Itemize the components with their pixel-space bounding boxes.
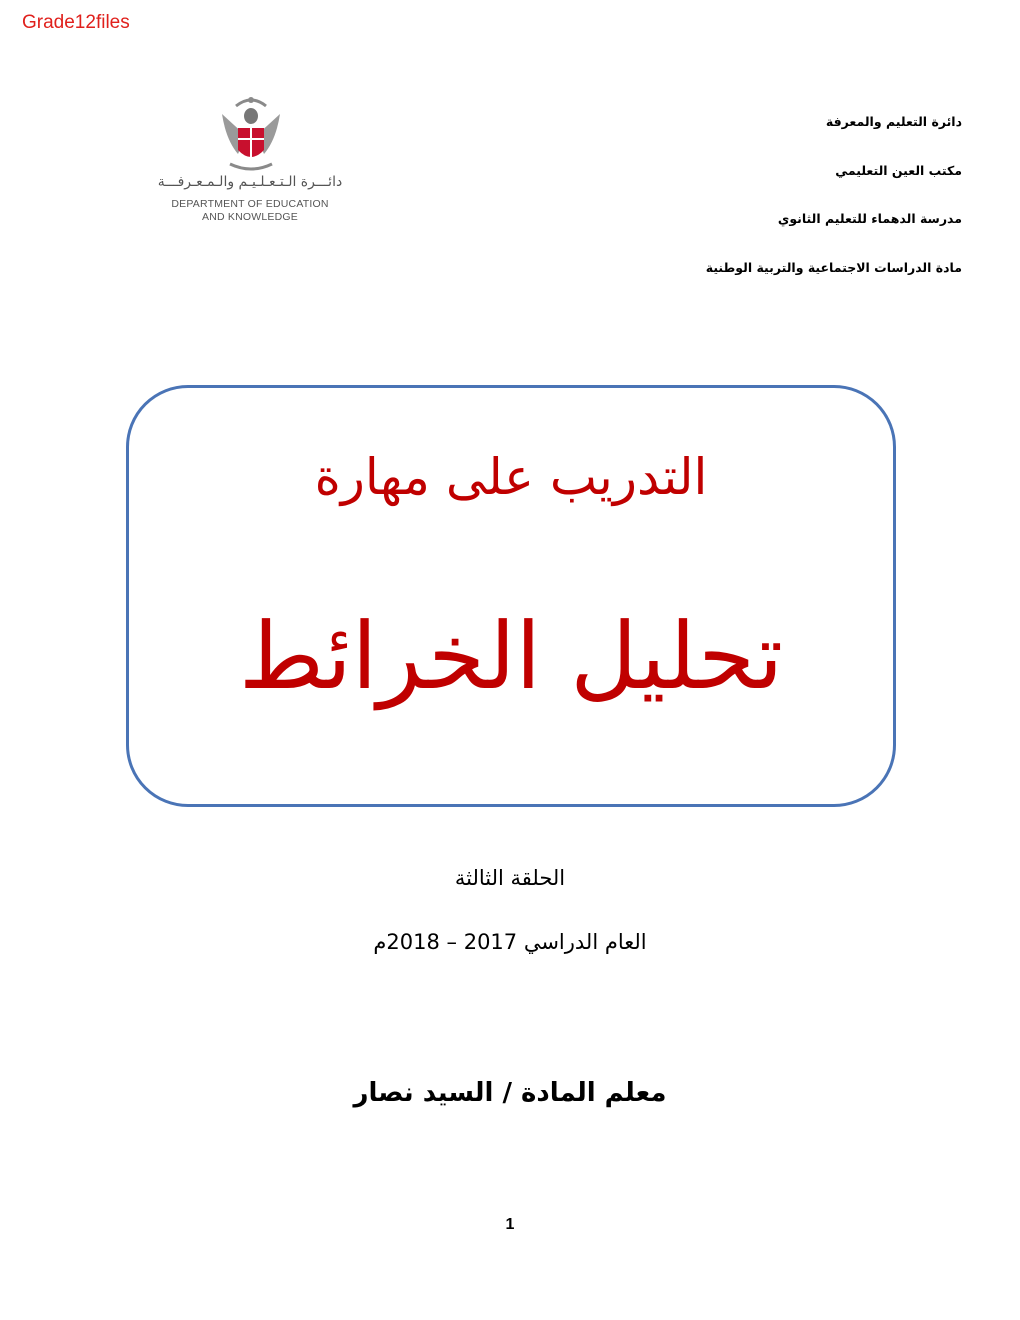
- logo-english-line2: AND KNOWLEDGE: [202, 211, 298, 223]
- academic-year: العام الدراسي 2017 – 2018م: [373, 930, 647, 954]
- teacher-name: معلم المادة / السيد نصار: [353, 1078, 667, 1108]
- falcon-emblem-icon: [216, 92, 286, 174]
- logo-arabic-name: دائـــرة الـتـعـلـيـم والـمـعـرفـــة: [157, 174, 343, 190]
- title-line1: التدريب على مهارة: [314, 448, 708, 506]
- header-school: مدرسة الدهماء للتعليم الثانوي: [777, 211, 962, 226]
- cycle-label: الحلقة الثالثة: [454, 866, 566, 890]
- header-office: مكتب العين التعليمي: [835, 162, 962, 178]
- title-box: [126, 385, 896, 807]
- watermark: Grade12files: [22, 12, 130, 33]
- title-line2: تحليل الخرائط: [238, 603, 784, 710]
- page-number: 1: [505, 1216, 515, 1233]
- logo-english-line1: DEPARTMENT OF EDUCATION: [171, 198, 329, 210]
- header-department: دائرة التعليم والمعرفة: [825, 114, 962, 129]
- header-info: [706, 110, 962, 304]
- header-subject: مادة الدراسات الاجتماعية والتربية الوطنية: [705, 259, 962, 275]
- department-logo: [150, 92, 350, 232]
